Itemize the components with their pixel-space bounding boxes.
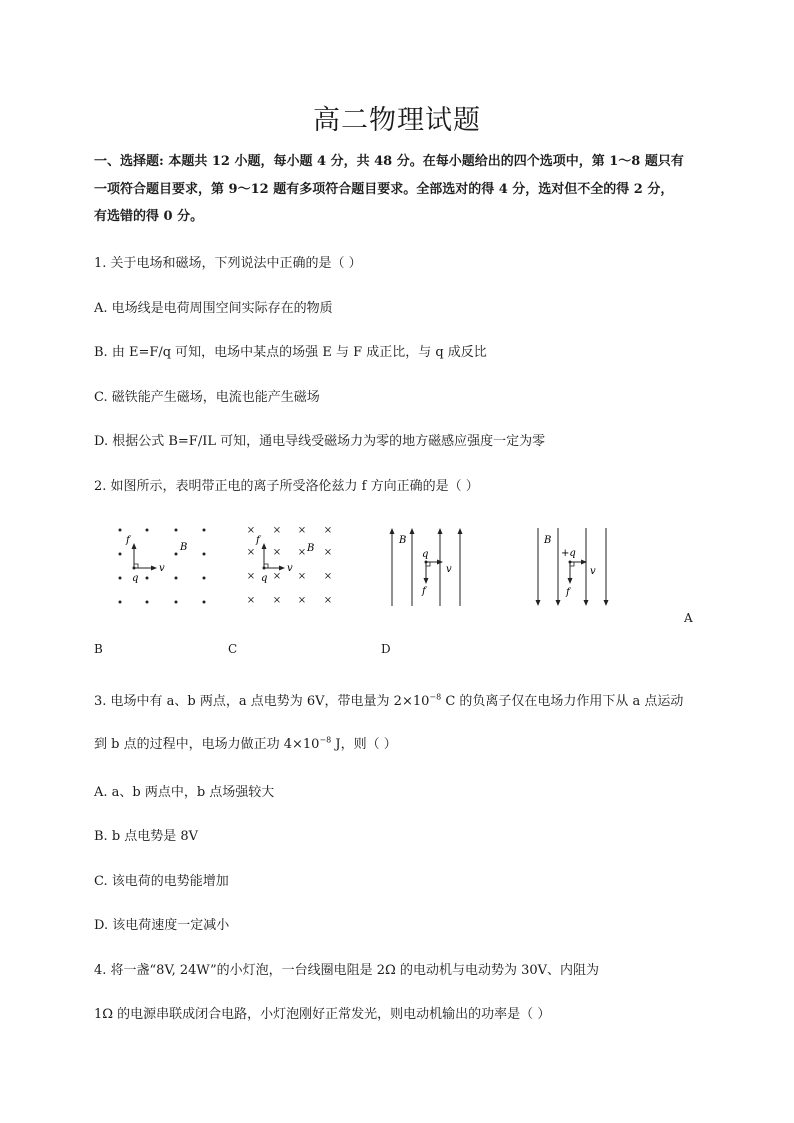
fig1-label-q: q [132, 573, 139, 584]
section-heading-line1: 一、选择题: 本题共 12 小题，每小题 4 分，共 48 分。在每小题给出的四个选项中，第 1～8 题只有 [94, 154, 684, 169]
section-heading-line3: 有选错的得 0 分。 [94, 209, 204, 224]
q2-caption-c: C [228, 642, 238, 656]
svg-text:×: × [272, 595, 282, 606]
svg-text:×: × [323, 571, 333, 582]
q1-option-d: D. 根据公式 B=F/IL 可知，通电导线受磁场力为零的地方磁感应强度一定为零 [94, 434, 546, 449]
fig3-label-f: f [422, 586, 426, 597]
q3-stem-line1 [94, 690, 683, 709]
svg-text:×: × [272, 571, 282, 582]
svg-text:×: × [323, 547, 333, 558]
svg-text:×: × [323, 525, 333, 536]
svg-text:×: × [246, 525, 256, 536]
q3-option-d: D. 该电荷速度一定减小 [94, 918, 230, 933]
q2-caption-a: A [684, 611, 693, 625]
fig2-label-b: B [307, 543, 315, 554]
fig1-label-v: v [159, 563, 165, 574]
fig4-label-f: f [566, 587, 570, 598]
svg-text:×: × [297, 571, 307, 582]
q2-caption-d: D [381, 642, 391, 656]
svg-text:×: × [297, 525, 307, 536]
q3-option-a: A. a、b 两点中，b 点场强较大 [94, 785, 275, 800]
fig3-label-q: q [422, 549, 429, 560]
fig2-label-f: f [256, 535, 260, 546]
q3-stem2-a: 到 b 点的过程中，电场力做正功 4×10 [94, 737, 320, 752]
q3-stem1-b: C 的负离子仅在电场力作用下从 a 点运动 [441, 694, 684, 709]
q2-figure-field-up [384, 526, 470, 608]
q1-option-c: C. 磁铁能产生磁场，电流也能产生磁场 [94, 390, 320, 405]
q2-figure-dots [112, 524, 212, 610]
svg-text:×: × [272, 525, 282, 536]
q4-stem-line1: 4. 将一盏“8V, 24W”的小灯泡，一台线圈电阻是 2Ω 的电动机与电动势为 30V、内阻为 [94, 963, 600, 978]
fig3-label-b: B [399, 535, 407, 546]
svg-text:×: × [246, 595, 256, 606]
section-heading-line2: 一项符合题目要求，第 9～12 题有多项符合题目要求。全部选对的得 4 分，选对但不全的得 2 分， [94, 182, 674, 197]
q2-stem: 2. 如图所示，表明带正电的离子所受洛伦兹力 f 方向正确的是（ ） [94, 479, 479, 494]
page-title: 高二物理试题 [313, 105, 481, 136]
q3-stem-line2 [94, 733, 397, 752]
svg-text:×: × [297, 595, 307, 606]
q3-stem2-exponent: −8 [319, 735, 332, 745]
q2-figure-crosses [244, 524, 344, 610]
q3-option-c: C. 该电荷的电势能增加 [94, 874, 229, 889]
fig1-label-f: f [126, 535, 130, 546]
q1-stem: 1. 关于电场和磁场，下列说法中正确的是（ ） [94, 256, 362, 271]
q2-caption-b: B [94, 642, 103, 656]
svg-text:×: × [246, 547, 256, 558]
svg-text:×: × [272, 547, 282, 558]
fig4-label-b: B [544, 535, 552, 546]
q1-option-b: B. 由 E=F/q 可知，电场中某点的场强 E 与 F 成正比，与 q 成反比 [94, 345, 487, 360]
q3-stem1-exponent: −8 [429, 692, 442, 702]
q1-option-a: A. 电场线是电荷周围空间实际存在的物质 [94, 301, 333, 316]
q3-stem1-a: 3. 电场中有 a、b 两点，a 点电势为 6V，带电量为 2×10 [94, 694, 430, 709]
q4-stem-line2: 1Ω 的电源串联成闭合电路，小灯泡刚好正常发光，则电动机输出的功率是（ ） [94, 1007, 551, 1022]
fig4-label-plus-q: +q [561, 548, 576, 559]
fig2-label-v: v [287, 563, 293, 574]
fig3-label-v: v [446, 564, 452, 575]
fig1-label-b: B [180, 542, 188, 553]
q3-stem2-b: J，则（ ） [331, 737, 397, 752]
q2-figure-field-down [530, 526, 616, 608]
fig2-label-q: q [261, 573, 268, 584]
q3-option-b: B. b 点电势是 8V [94, 829, 199, 844]
svg-text:×: × [246, 571, 256, 582]
fig4-label-v: v [590, 566, 596, 577]
svg-text:×: × [323, 595, 333, 606]
svg-text:×: × [297, 547, 307, 558]
